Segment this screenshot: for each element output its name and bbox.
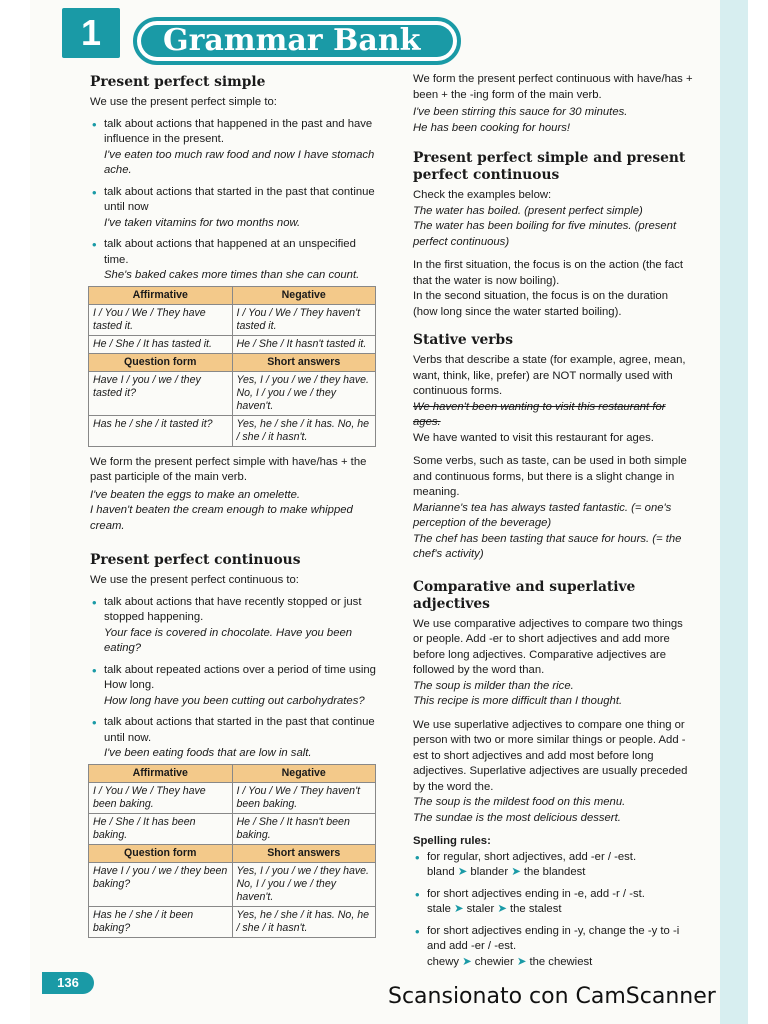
unit-number-tab: 1: [62, 8, 120, 58]
pps-grammar-table: [88, 286, 376, 447]
bullet-text: • talk about actions that started in the past that continue until now.: [104, 716, 375, 744]
form-word: staler: [466, 903, 495, 915]
pps-bullet-list: [90, 117, 382, 284]
ppc-bullet-list: [90, 595, 382, 762]
bullet-text: • talk about actions that happened in the past and have influence in the present.: [104, 117, 373, 145]
table-cell: He / She / It hasn't tasted it.: [232, 335, 376, 353]
example-text: The water has boiled. (present perfect simple): [413, 204, 643, 217]
table-cell: Yes, I / you / we / they have. No, I / you / we / they haven't.: [232, 862, 376, 906]
example-text: I've eaten too much raw food and now I have stomach ache.: [104, 148, 375, 176]
scanner-watermark: Scansionato con CamScanner: [388, 984, 716, 1009]
rule-text: • for regular, short adjectives, add -er / -est.: [427, 850, 637, 863]
ppc-intro: We use the present perfect continuous to:: [90, 574, 299, 586]
table-cell: I / You / We / They haven't been baking.: [232, 782, 376, 813]
list-item: [427, 924, 695, 971]
list-item: [104, 117, 382, 179]
list-item: [104, 595, 382, 657]
table-cell: Have I / you / we / they tasted it?: [89, 371, 233, 415]
table-header: Short answers: [232, 844, 376, 862]
right-column: [413, 72, 695, 976]
page-title: Grammar Bank: [141, 25, 453, 57]
table-header: Negative: [232, 286, 376, 304]
form-word: chewier: [474, 955, 514, 968]
form-word: stale: [427, 903, 451, 915]
bullet-text: • talk about actions that have recently stopped or just stopped happening.: [104, 595, 362, 623]
example-text: Marianne's tea has always tasted fantastic. (= one's perception of the beverage): [413, 501, 672, 529]
table-cell: He / She / It has been baking.: [89, 813, 233, 844]
pps-intro: We use the present perfect simple to:: [90, 96, 277, 108]
table-cell: Yes, he / she / it has. No, he / she / it hasn't.: [232, 415, 376, 446]
ppc-form-rule: We form the present perfect continuous with have/has + been + the -ing form of the main verb.: [413, 73, 693, 101]
list-item: [427, 887, 695, 918]
example-text: I've been eating foods that are low in salt.: [104, 747, 312, 759]
section-heading-comparatives: Comparative and superlative adjectives: [413, 578, 636, 612]
form-word: the chewiest: [529, 955, 593, 968]
table-header: Affirmative: [89, 764, 233, 782]
arrow-icon: ➤: [462, 955, 472, 968]
table-cell: Yes, I / you / we / they have. No, I / you / we / they haven't.: [232, 371, 376, 415]
form-word: bland: [427, 866, 455, 878]
bullet-text: • talk about actions that started in the past that continue until now: [104, 185, 375, 213]
example-text: How long have you been cutting out carbohydrates?: [104, 694, 365, 707]
left-column: [90, 74, 382, 946]
list-item: [427, 850, 695, 881]
form-word: the blandest: [523, 866, 586, 878]
list-item: [104, 185, 382, 232]
table-cell: I / You / We / They haven't tasted it.: [232, 304, 376, 335]
example-text: I haven't beaten the cream enough to make whipped cream.: [90, 504, 353, 532]
form-word: the stalest: [510, 903, 562, 915]
arrow-icon: ➤: [454, 903, 464, 915]
arrow-icon: ➤: [497, 903, 507, 915]
arrow-icon: ➤: [511, 866, 521, 878]
example-text: The chef has been tasting that sauce for hours. (= the chef's activity): [413, 532, 682, 560]
correct-example: We have wanted to visit this restaurant for ages.: [413, 431, 654, 444]
example-text: I've been stirring this sauce for 30 minutes.: [413, 106, 628, 118]
section-heading-ppc: Present perfect continuous: [90, 552, 301, 568]
title-banner: [133, 17, 461, 65]
example-text: She's baked cakes more times than she can count.: [104, 269, 360, 281]
example-text: Your face is covered in chocolate. Have you been eating?: [104, 626, 353, 654]
ppc-grammar-table: [88, 764, 376, 938]
example-text: The soup is the mildest food on this menu.: [413, 796, 626, 808]
form-word: blander: [470, 866, 509, 878]
example-text: The water has been boiling for five minutes. (present perfect continuous): [413, 220, 677, 248]
spelling-rules-title: Spelling rules:: [413, 835, 491, 847]
rule-text: • for short adjectives ending in -y, change the -y to -i and add -er / -est.: [427, 924, 680, 952]
pps-form-rule: We form the present perfect simple with have/has + the past participle of the main verb.: [90, 455, 367, 483]
list-item: [104, 715, 382, 762]
table-header: Affirmative: [89, 286, 233, 304]
table-cell: Has he / she / it tasted it?: [89, 415, 233, 446]
table-cell: I / You / We / They have been baking.: [89, 782, 233, 813]
arrow-icon: ➤: [457, 866, 468, 878]
example-text: This recipe is more difficult than I thought.: [413, 695, 623, 707]
table-cell: Yes, he / she / it has. No, he / she / it hasn't.: [232, 906, 376, 937]
section-heading-compare: Present perfect simple and present perfect continuous: [413, 150, 686, 183]
example-text: The soup is milder than the rice.: [413, 679, 574, 692]
section-heading-stative: Stative verbs: [413, 332, 513, 348]
example-text: I've taken vitamins for two months now.: [104, 216, 301, 229]
arrow-icon: ➤: [516, 955, 527, 968]
table-cell: Have I / you / we / they been baking?: [89, 862, 233, 906]
example-text: The sundae is the most delicious dessert.: [413, 811, 621, 824]
superlative-paragraph: We use superlative adjectives to compare one thing or person with two or more similar things or people. Add -est to short adjectives and add most before long adjectives. Superlative adjectives are usually preceded by the word the.: [413, 718, 688, 793]
list-item: [104, 237, 382, 284]
example-text: I've beaten the eggs to make an omelette.: [90, 488, 301, 501]
stative-paragraph: Verbs that describe a state (for example, agree, mean, want, think, like, prefer) are NOT normally used with continuous forms.: [413, 354, 686, 397]
compare-intro: Check the examples below:: [413, 189, 552, 201]
compare-paragraph: In the first situation, the focus is on the action (the fact that the water is now boiling).: [413, 259, 684, 287]
rule-forms: [427, 902, 695, 918]
table-cell: He / She / It hasn't been baking.: [232, 813, 376, 844]
rule-text: • for short adjectives ending in -e, add -r / -st.: [427, 887, 645, 900]
table-cell: He / She / It has tasted it.: [89, 335, 233, 353]
bullet-text: • talk about repeated actions over a period of time using How long.: [104, 663, 376, 691]
compare-paragraph: In the second situation, the focus is on the duration (how long since the water started boiling).: [413, 290, 668, 318]
page-edge-strip: [720, 0, 748, 1024]
list-item: [104, 663, 382, 710]
stative-paragraph: Some verbs, such as taste, can be used in both simple and continuous forms, but there is a slight change in meaning.: [413, 455, 687, 498]
example-text: He has been cooking for hours!: [413, 121, 570, 134]
form-word: chewy: [427, 955, 460, 968]
table-cell: I / You / We / They have tasted it.: [89, 304, 233, 335]
page-number: 136: [42, 972, 94, 994]
table-header: Short answers: [232, 353, 376, 371]
rule-forms: [427, 955, 695, 971]
table-header: Question form: [89, 353, 233, 371]
table-header: Question form: [89, 844, 233, 862]
table-header: Negative: [232, 764, 376, 782]
bullet-text: • talk about actions that happened at an unspecified time.: [104, 238, 356, 266]
comparative-paragraph: We use comparative adjectives to compare two things or people. Add -er to short adjectives and add more before long adjectives. Comparative adjectives are followed by the word than.: [413, 617, 683, 676]
section-heading-pps: Present perfect simple: [90, 74, 266, 90]
spelling-rules-list: [413, 850, 695, 971]
incorrect-example: We haven't been wanting to visit this restaurant for ages.: [413, 400, 666, 428]
rule-forms: [427, 865, 695, 881]
table-cell: Has he / she / it been baking?: [89, 906, 233, 937]
